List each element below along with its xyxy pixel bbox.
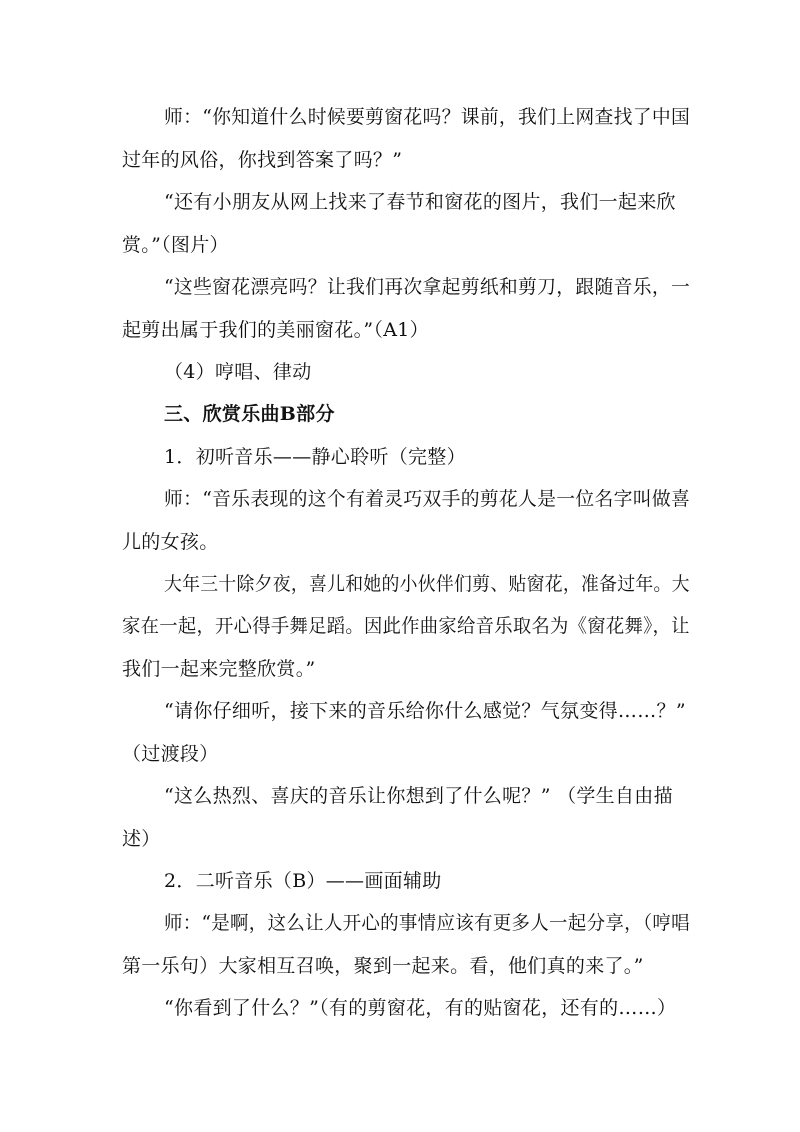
text-line: “这些窗花漂亮吗？让我们再次拿起剪纸和剪刀，跟随音乐，一 <box>164 276 691 298</box>
text-line: 师：“你知道什么时候要剪窗花吗？课前，我们上网查找了中国 <box>164 106 691 128</box>
text-line: 第一乐句）大家相互召唤，聚到一起来。看，他们真的来了。” <box>122 955 644 977</box>
text-line: 儿的女孩。 <box>122 531 219 553</box>
section-heading: 三、欣赏乐曲B部分 <box>164 403 335 425</box>
text-line: 师：“是啊，这么让人开心的事情应该有更多人一起分享，（哼唱 <box>164 912 690 934</box>
text-line: 述） <box>122 828 161 850</box>
text-line: （过渡段） <box>122 743 219 765</box>
text-line: “这么热烈、喜庆的音乐让你想到了什么呢？” （学生自由描 <box>164 785 673 807</box>
text-line: 过年的风俗，你找到答案了吗？” <box>122 149 403 171</box>
text-line: “还有小朋友从网上找来了春节和窗花的图片，我们一起来欣 <box>164 191 676 213</box>
text-line: 赏。”（图片） <box>122 234 229 256</box>
text-line: （4）哼唱、律动 <box>164 361 312 383</box>
text-line: 2．二听音乐（B）——画面辅助 <box>164 870 442 892</box>
text-line: 起剪出属于我们的美丽窗花。”（A1） <box>122 319 429 341</box>
text-line: 1．初听音乐——静心聆听（完整） <box>164 446 466 468</box>
text-line: “你看到了什么？”（有的剪窗花，有的贴窗花，还有的……） <box>164 997 677 1019</box>
text-line: “请你仔细听，接下来的音乐给你什么感觉？气氛变得……？” <box>164 700 686 722</box>
text-line: 我们一起来完整欣赏。” <box>122 658 316 680</box>
text-line: 大年三十除夕夜，喜儿和她的小伙伴们剪、贴窗花，准备过年。大 <box>164 573 690 595</box>
text-line: 师：“音乐表现的这个有着灵巧双手的剪花人是一位名字叫做喜 <box>164 488 691 510</box>
text-line: 家在一起，开心得手舞足蹈。因此作曲家给音乐取名为《窗花舞》，让 <box>122 615 690 637</box>
